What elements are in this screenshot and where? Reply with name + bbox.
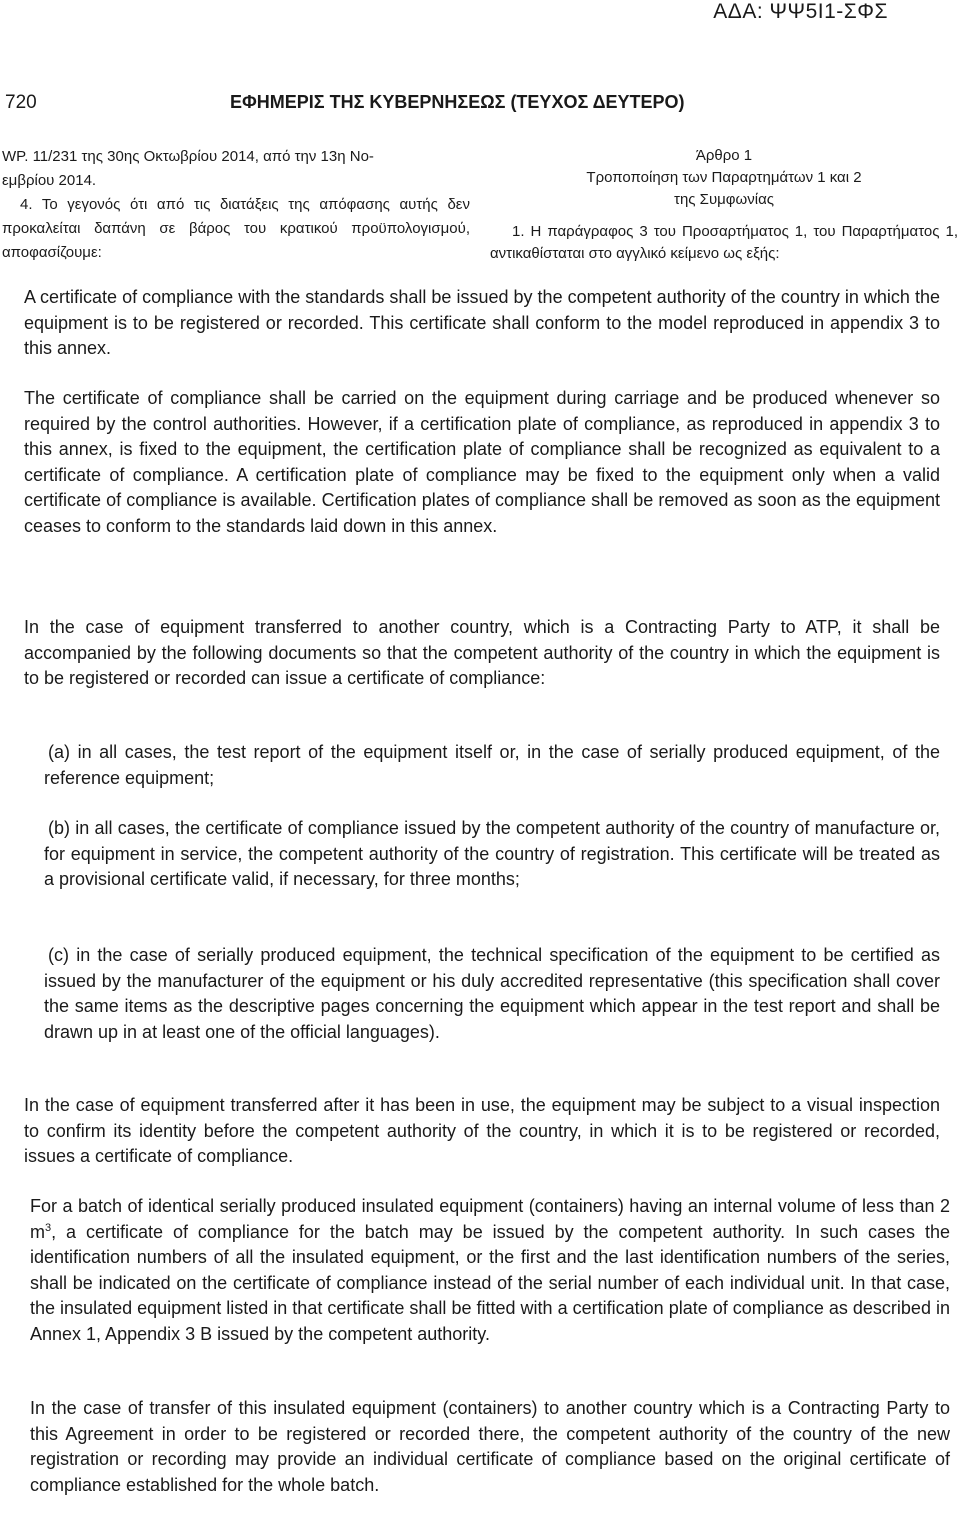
article-heading: Άρθρο 1 [695, 147, 753, 164]
reference-line-1: WP. 11/231 της 30ης Οκτωβρίου 2014, από την 13η Νο- [2, 148, 374, 165]
annex-item-b: (b) in all cases, the certificate of compliance issued by the competent authority of the country of manufacture or, for equipment in service, the competent authority of the country of registration. This certificate will be treated as a provisional certificate valid, if necessary, for three months; [44, 818, 940, 889]
annex-item-c: (c) in the case of serially produced equipment, the technical specification of the equipment to be certified as issued by the manufacturer of the equipment or his duly accredited representative (this specification shall cover the same items as the descriptive pages concerning the equipment which appear in the test report and shall be drawn up in at least one of the official languages). [44, 945, 940, 1042]
ada-code: ΑΔΑ: ΨΨ5Ι1-ΣΦΣ [713, 0, 888, 23]
article-subject-line-1: Τροποποίηση των Παραρτημάτων 1 και 2 [586, 169, 862, 186]
article-subject-line-2: της Συμφωνίας [674, 191, 774, 208]
annex-item-a: (a) in all cases, the test report of the equipment itself or, in the case of serially produced equipment, of the reference equipment; [44, 742, 940, 788]
annex-paragraph-5-part-1: For a batch of identical serially produced insulated equipment (containers) having an internal volume of less than 2 m [30, 1196, 950, 1242]
annex-paragraph-5 [30, 1194, 950, 1347]
page-header [0, 92, 960, 116]
annex-paragraph-4: In the case of equipment transferred after it has been in use, the equipment may be subject to a visual inspection to confirm its identity before the competent authority of the country, in which it is to be registered or recorded, issues a certificate of compliance. [24, 1095, 940, 1166]
reference-line-2: εμβρίου 2014. [2, 172, 97, 189]
superscript-3: 3 [45, 1221, 52, 1234]
annex-paragraph-1: A certificate of compliance with the standards shall be issued by the competent authority of the country in which the equipment is to be registered or recorded. This certificate shall conform to the model reproduced in appendix 3 to this annex. [24, 287, 940, 358]
annex-paragraph-5-part-2: , a certificate of compliance for the batch may be issued by the competent authority. In such cases the identification numbers of all the insulated equipment, or the first and the last identification numbers of the series, shall be indicated on the certificate of compliance instead of the serial number of each individual unit. In that case, the insulated equipment listed in that certificate shall be fitted with a certification plate of compliance as described in Annex 1, Appendix 3 B issued by the competent authority. [30, 1221, 950, 1344]
annex-paragraph-2: The certificate of compliance shall be carried on the equipment during carriage and be produced whenever so required by the control authorities. However, if a certification plate of compliance, as reproduced in appendix 3 to this annex, is fixed to the equipment, the certification plate of compliance shall be recognized as equivalent to a certificate of compliance. A certification plate of compliance may be fixed to the equipment only when a valid certificate of compliance is available. Certification plates of compliance shall be removed as soon as the equipment ceases to conform to the standards laid down in this annex. [24, 388, 940, 536]
annex-paragraph-3: In the case of equipment transferred to another country, which is a Contracting Party to ATP, it shall be accompanied by the following documents so that the competent authority of the country in which the equipment is to be registered or recorded can issue a certificate of compliance: [24, 617, 940, 688]
article-paragraph-1: 1. Η παράγραφος 3 του Προσαρτήματος 1, του Παραρτήματος 1, αντικαθίσταται στο αγγλικό κείμενο ως εξής: [490, 223, 958, 262]
gazette-title: ΕΦΗΜΕΡΙΣ ΤΗΣ ΚΥΒΕΡΝΗΣΕΩΣ (ΤΕΥΧΟΣ ΔΕΥΤΕΡΟ) [230, 92, 685, 112]
page-number: 720 [5, 92, 37, 113]
paragraph-4: 4. Το γεγονός ότι από τις διατάξεις της απόφασης αυτής δεν προκαλείται δαπάνη σε βάρος του κρατικού προϋπολογισμού, αποφασίζουμε: [2, 196, 470, 261]
left-column [2, 145, 470, 265]
right-column [490, 145, 958, 265]
annex-paragraph-6: In the case of transfer of this insulated equipment (containers) to another country which is a Contracting Party to this Agreement in order to be registered or recorded there, the competent authority of the country of the new registration or recording may provide an individual certificate of compliance based on the original certificate of compliance established for the whole batch. [30, 1398, 950, 1495]
